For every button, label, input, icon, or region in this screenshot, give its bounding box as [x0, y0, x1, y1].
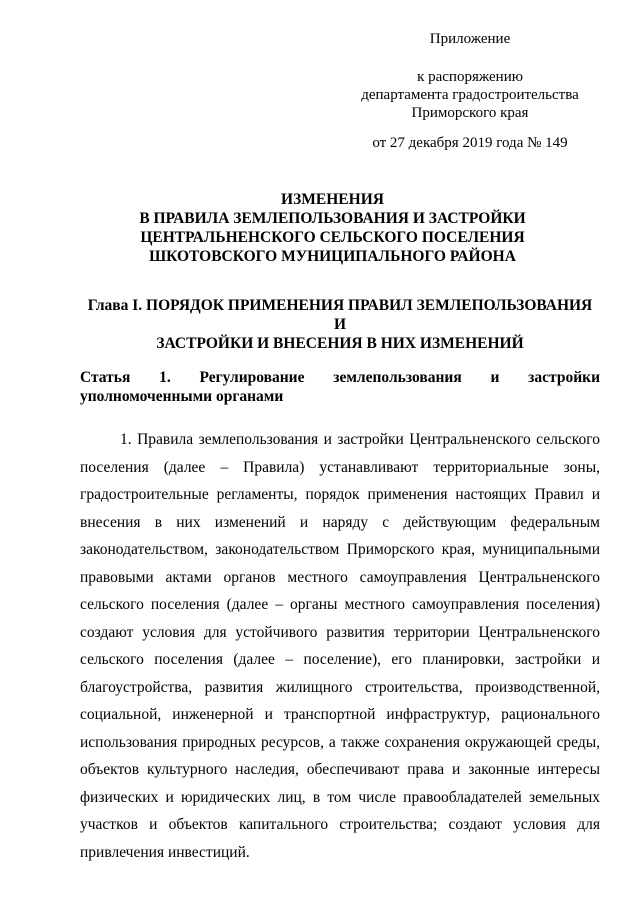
document-title-line-4: ШКОТОВСКОГО МУНИЦИПАЛЬНОГО РАЙОНА [149, 248, 516, 265]
document-title [60, 190, 605, 266]
appendix-date: от 27 декабря 2019 года № 149 [372, 135, 568, 151]
appendix-line-3: Приморского края [411, 105, 529, 121]
article-title: Статья 1. Регулирование землепользования и застройки уполномоченными органами [80, 369, 600, 405]
chapter-title-line-2: ЗАСТРОЙКИ И ВНЕСЕНИЯ В НИХ ИЗМЕНЕНИЙ [156, 335, 524, 352]
chapter-title [80, 296, 600, 353]
appendix-title: Приложение [429, 31, 511, 47]
appendix-reference [360, 68, 580, 122]
document-title-line-1: ИЗМЕНЕНИЯ [281, 191, 384, 208]
document-title-line-3: ЦЕНТРАЛЬНЕНСКОГО СЕЛЬСКОГО ПОСЕЛЕНИЯ [140, 229, 525, 246]
article-paragraph-1: 1. Правила землепользования и застройки Центральненского сельского поселения (далее – Правила) устанавливают территориальные зоны, градостроительные регламенты, порядок применения настоящих Правил и внесения в них изменений и наряду с действующим федеральным законодательством, законодательством Приморского края, муниципальными правовыми актами органов местного самоуправления Центральненского сельского поселения (далее – органы местного самоуправления поселения) создают условия для устойчивого развития территории Центральненского сельского поселения (далее – поселение), его планировки, застройки и благоустройства, развития жилищного строительства, производственной, социальной, инженерной и транспортной инфраструктур, рационального использования природных ресурсов, а также сохранения окружающей среды, объектов культурного наследия, обеспечивают права и законные интересы физических и юридических лиц, в том числе правообладателей земельных участков и объектов капитального строительства; создают условия для привлечения инвестиций. [80, 431, 600, 861]
appendix-line-1: к распоряжению [417, 69, 523, 85]
chapter-title-line-1: Глава I. ПОРЯДОК ПРИМЕНЕНИЯ ПРАВИЛ ЗЕМЛЕПОЛЬЗОВАНИЯ И [87, 297, 593, 333]
appendix-line-2: департамента градостроительства [361, 87, 579, 103]
document-title-line-2: В ПРАВИЛА ЗЕМЛЕПОЛЬЗОВАНИЯ И ЗАСТРОЙКИ [139, 210, 526, 227]
